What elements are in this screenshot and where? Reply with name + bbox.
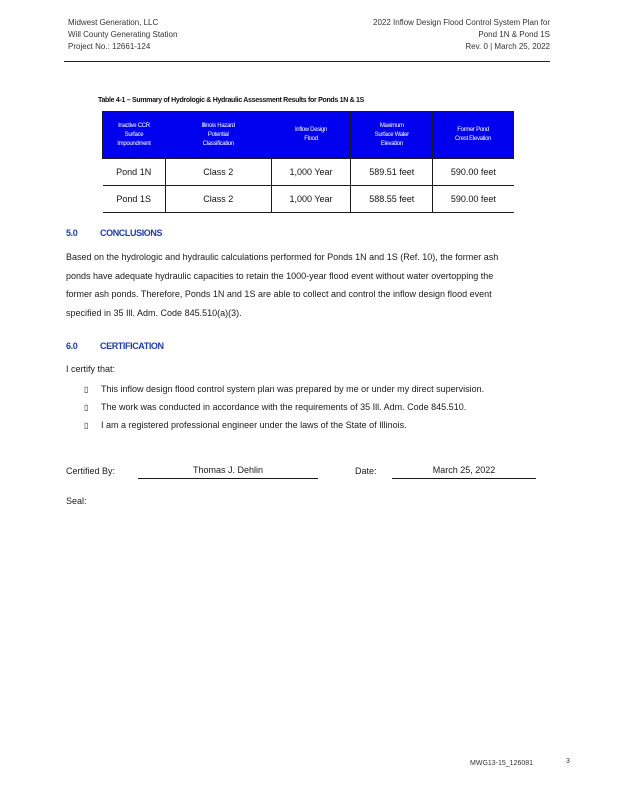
table-cell: 590.00 feet <box>433 186 514 213</box>
certification-lead: I certify that: <box>66 364 116 374</box>
list-item-text: The work was conducted in accordance with the requirements of 35 Ill. Adm. Code 845.510. <box>101 402 467 412</box>
table-header-row <box>103 112 514 159</box>
table-caption: Table 4-1 – Summary of Hydrologic & Hydraulic Assessment Results for Ponds 1N & 1S <box>98 97 364 104</box>
table-cell: Class 2 <box>165 159 271 186</box>
table-cell: 1,000 Year <box>271 186 351 213</box>
list-item-text: I am a registered professional engineer under the laws of the State of Illinois. <box>101 420 407 430</box>
table-cell: Pond 1N <box>103 159 166 186</box>
table-row <box>103 186 514 213</box>
list-item-text: This inflow design flood control system plan was prepared by me or under my direct supervision. <box>101 384 485 394</box>
column-header-max-water-elevation: Maximum Surface Water Elevation <box>351 112 433 159</box>
header-company: Midwest Generation, LLC <box>68 18 159 27</box>
header-right <box>373 17 550 53</box>
header-station: Will County Generating Station <box>68 30 178 39</box>
table-cell: Pond 1S <box>103 186 166 213</box>
paragraph-line: Based on the hydrologic and hydraulic calculations performed for Ponds 1N and 1S (Ref. 10), the former ash <box>66 252 499 262</box>
section-number: 5.0 <box>66 228 78 238</box>
summary-table <box>102 111 514 213</box>
bullet-icon: ▯ <box>84 385 89 394</box>
header-divider <box>64 61 550 62</box>
paragraph-line: ponds have adequate hydraulic capacities to retain the 1000-year flood event without water overtopping the <box>66 270 494 281</box>
column-header-impoundment: Inactive CCR Surface Impoundment <box>103 112 166 159</box>
page-number: 3 <box>566 758 570 765</box>
table-cell: 588.55 feet <box>351 186 433 213</box>
section-number: 6.0 <box>66 341 78 351</box>
paragraph-line: specified in 35 Ill. Adm. Code 845.510(a)(3). <box>66 307 242 318</box>
column-header-hazard-classification: Illinois Hazard Potential Classification <box>165 112 271 159</box>
header-project-number: Project No.: 12661-124 <box>68 42 151 51</box>
certified-by-name: Thomas J. Dehlin <box>138 465 318 479</box>
table-cell: 1,000 Year <box>271 159 351 186</box>
certified-by-label: Certified By: <box>66 466 116 476</box>
column-header-inflow-design-flood: Inflow Design Flood <box>271 112 351 159</box>
list-item <box>84 384 484 394</box>
table-cell: 589.51 feet <box>351 159 433 186</box>
column-header-crest-elevation: Former Pond Crest Elevation <box>433 112 514 159</box>
conclusions-paragraph <box>66 248 560 322</box>
header-left <box>68 17 177 53</box>
table-cell: Class 2 <box>165 186 271 213</box>
list-item <box>84 420 407 430</box>
footer-document-code: MWG13-15_126081 <box>470 760 534 767</box>
header-document-title: 2022 Inflow Design Flood Control System Plan for <box>373 18 550 27</box>
seal-label: Seal: <box>66 496 87 506</box>
list-item <box>84 402 466 412</box>
header-revision: Rev. 0 | March 25, 2022 <box>465 42 550 51</box>
bullet-icon: ▯ <box>84 421 89 430</box>
section-title: CERTIFICATION <box>100 341 164 351</box>
date-label: Date: <box>355 466 377 476</box>
header-ponds: Pond 1N & Pond 1S <box>478 30 550 39</box>
date-value: March 25, 2022 <box>392 465 536 479</box>
section-heading-conclusions <box>66 228 162 238</box>
bullet-icon: ▯ <box>84 403 89 412</box>
section-title: CONCLUSIONS <box>100 228 163 238</box>
table-row <box>103 159 514 186</box>
section-heading-certification <box>66 341 164 351</box>
table-cell: 590.00 feet <box>433 159 514 186</box>
paragraph-line: former ash ponds. Therefore, Ponds 1N and 1S are able to collect and control the inflow design flood event <box>66 289 492 299</box>
